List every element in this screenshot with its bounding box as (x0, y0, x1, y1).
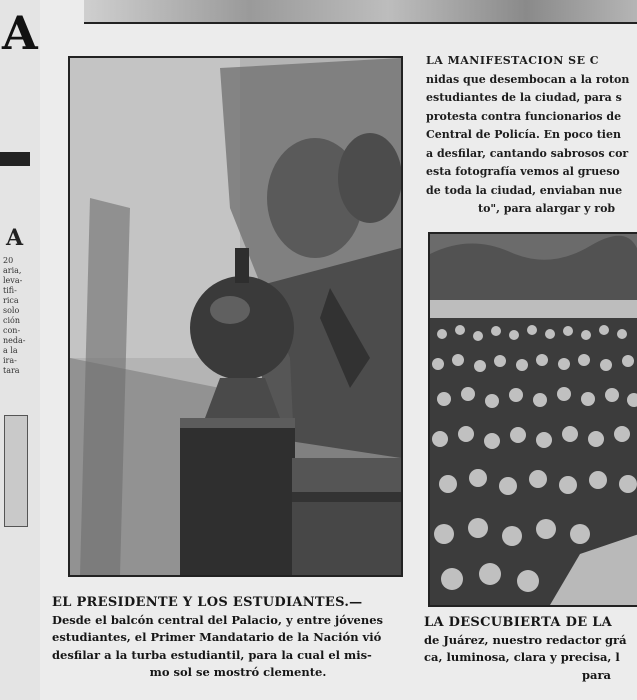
strip-fragment: tifi- (3, 286, 17, 295)
strip-mid-letter: A (6, 225, 24, 251)
strip-fragment: a la (3, 346, 18, 355)
article-line: esta fotografía vemos al grueso (426, 165, 620, 178)
caption-line: Desde el balcón central del Palacio, y entre jóvenes (52, 612, 384, 627)
strip-fragment: leva- (3, 276, 23, 285)
crowd-photo (428, 232, 637, 607)
crowd-photo-caption (424, 614, 637, 684)
strip-image-fragment (4, 415, 28, 527)
crowd-photo-illustration (430, 234, 637, 605)
caption-line: desfilar a la turba estudiantil, para la cual el mis- (52, 647, 372, 662)
caption-line: para (582, 667, 612, 682)
strip-fragment: tara (3, 366, 20, 375)
caption-line: de Juárez, nuestro redactor grá (424, 632, 627, 647)
article-line: a desfilar, cantando sabrosos cor (426, 146, 629, 160)
caption-line: mo sol se mostró clemente. (149, 665, 327, 679)
strip-large-letter: A (2, 6, 38, 60)
article-line: protesta contra funcionarios de (426, 109, 622, 123)
strip-fragment: rica (3, 296, 19, 305)
president-photo-caption (52, 594, 424, 682)
article-line: Central de Policía. En poco tien (426, 128, 621, 141)
strip-fragment: neda- (3, 336, 26, 345)
strip-fragment: aria, (3, 266, 22, 275)
strip-dark-bar (0, 152, 30, 166)
article-line: nidas que desembocan a la roton (426, 72, 630, 86)
caption-line: ca, luminosa, clara y precisa, l (424, 650, 620, 664)
top-photo-edge (84, 0, 637, 24)
adjacent-page-strip (0, 0, 42, 700)
balcony-photo-illustration (70, 58, 401, 575)
newspaper-page (40, 0, 637, 700)
strip-fragment: ira- (3, 356, 17, 365)
caption-title: EL PRESIDENTE Y LOS ESTUDIANTES.— (52, 595, 363, 610)
caption-line: estudiantes, el Primer Mandatario de la Nación vió (52, 630, 382, 644)
caption-title: LA DESCUBIERTA DE LA (424, 615, 613, 630)
right-column-article (426, 52, 637, 219)
article-line: estudiantes de la ciudad, para s (426, 91, 622, 104)
president-balcony-photo (68, 56, 403, 577)
strip-fragment: ción (3, 316, 21, 325)
strip-fragment: con- (3, 326, 21, 335)
article-line: de toda la ciudad, enviaban nue (426, 183, 623, 197)
article-line: LA MANIFESTACION SE C (426, 54, 600, 67)
strip-fragment: solo (3, 306, 20, 315)
article-line: to", para alargar y rob (478, 202, 616, 215)
strip-fragment: 20 (3, 256, 14, 265)
